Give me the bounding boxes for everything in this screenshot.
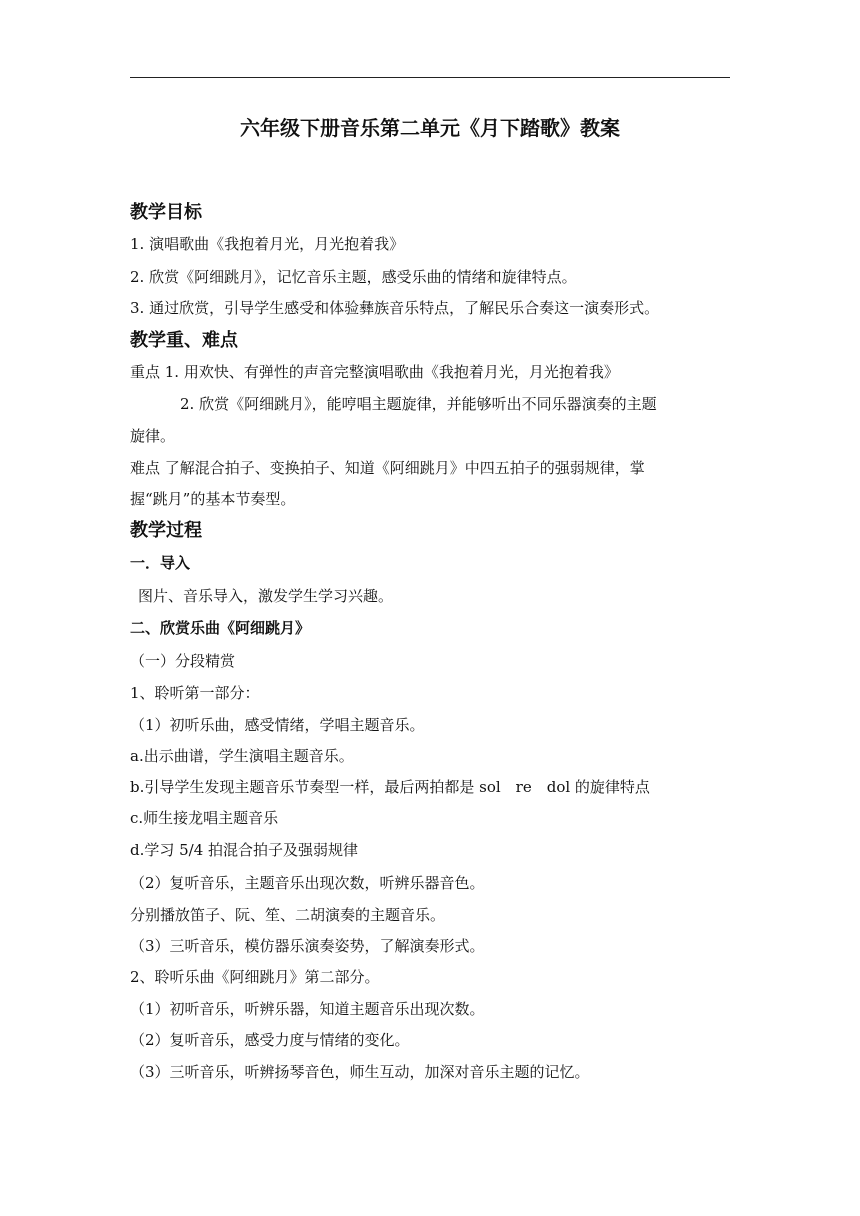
process-line: b.引导学生发现主题音乐节奏型一样，最后两拍都是 sol re dol 的旋律特点	[130, 778, 650, 796]
goal-item-1: 1. 演唱歌曲《我抱着月光，月光抱着我》	[130, 235, 405, 253]
key-point-2-continued: 旋律。	[130, 427, 176, 445]
process-line: （3）三听音乐，听辨扬琴音色，师生互动，加深对音乐主题的记忆。	[130, 1063, 590, 1081]
process-line: （1）初听乐曲，感受情绪，学唱主题音乐。	[130, 716, 425, 734]
section-1-text: 图片、音乐导入，激发学生学习兴趣。	[138, 587, 394, 605]
goal-item-2: 2. 欣赏《阿细跳月》，记忆音乐主题，感受乐曲的情绪和旋律特点。	[130, 268, 577, 286]
section-2-heading: 二、欣赏乐曲《阿细跳月》	[130, 619, 311, 637]
process-line: d.学习 5/4 拍混合拍子及强弱规律	[130, 841, 359, 859]
process-line: c.师生接龙唱主题音乐	[130, 809, 279, 827]
section-1-heading: 一．导入	[130, 554, 191, 572]
process-line: （1）初听音乐，听辨乐器，知道主题音乐出现次数。	[130, 1000, 485, 1018]
goals-heading: 教学目标	[130, 202, 202, 223]
key-point-2: 2. 欣赏《阿细跳月》，能哼唱主题旋律，并能够听出不同乐器演奏的主题	[180, 395, 657, 413]
document-title: 六年级下册音乐第二单元《月下踏歌》教案	[240, 116, 620, 140]
goal-item-3: 3. 通过欣赏，引导学生感受和体验彝族音乐特点，了解民乐合奏这一演奏形式。	[130, 299, 660, 317]
difficult-point: 难点 了解混合拍子、变换拍子、知道《阿细跳月》中四五拍子的强弱规律，掌	[130, 459, 645, 477]
process-heading: 教学过程	[130, 520, 202, 541]
process-line: 分别播放笛子、阮、笙、二胡演奏的主题音乐。	[130, 906, 446, 924]
process-line: （2）复听音乐，感受力度与情绪的变化。	[130, 1031, 410, 1049]
process-line: （2）复听音乐，主题音乐出现次数，听辨乐器音色。	[130, 874, 485, 892]
process-line: （一）分段精赏	[130, 652, 236, 670]
difficult-point-continued: 握“跳月”的基本节奏型。	[130, 490, 296, 508]
header-rule	[130, 77, 730, 78]
key-points-heading: 教学重、难点	[130, 330, 238, 351]
key-point-1: 重点 1. 用欢快、有弹性的声音完整演唱歌曲《我抱着月光，月光抱着我》	[130, 363, 619, 381]
process-line: 1、聆听第一部分：	[130, 684, 260, 702]
process-line: （3）三听音乐，模仿器乐演奏姿势，了解演奏形式。	[130, 937, 485, 955]
process-line: 2、聆听乐曲《阿细跳月》第二部分。	[130, 968, 380, 986]
process-line: a.出示曲谱，学生演唱主题音乐。	[130, 747, 354, 765]
